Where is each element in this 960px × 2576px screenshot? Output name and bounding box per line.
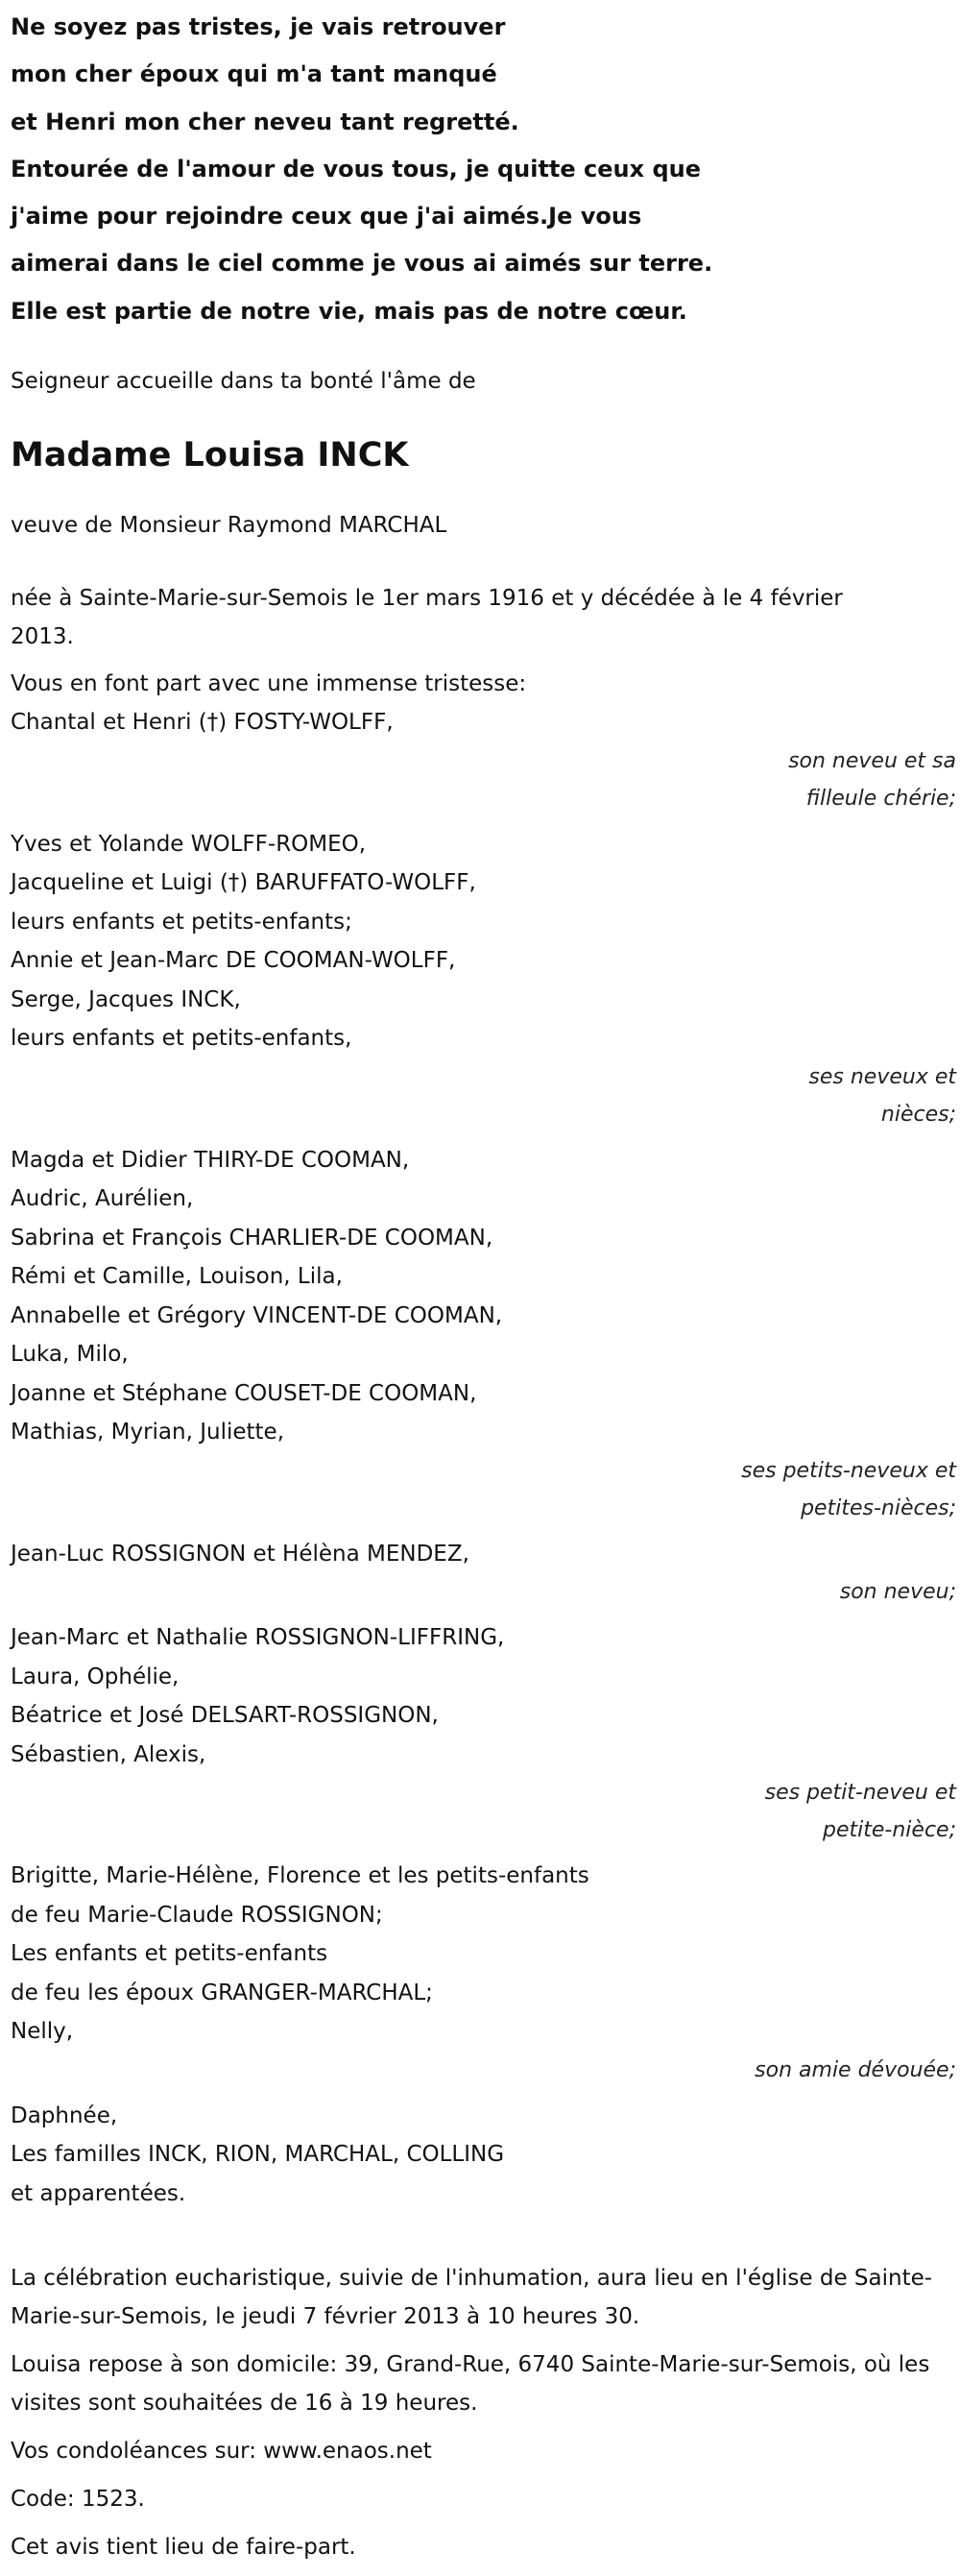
family-line: Laura, Ophélie, xyxy=(11,1664,180,1689)
poem-line: aimerai dans le ciel comme je vous ai aimés sur terre. xyxy=(11,250,713,278)
family-line: Jean-Luc ROSSIGNON et Hélèna MENDEZ, xyxy=(11,1541,469,1567)
family-group xyxy=(11,825,956,1058)
family-line: Jean-Marc et Nathalie ROSSIGNON-LIFFRING, xyxy=(11,1625,505,1651)
relation-line: ses petits-neveux et xyxy=(741,1458,956,1483)
poem-line: j'aime pour rejoindre ceux que j'ai aimés.Je vous xyxy=(11,203,642,231)
relation-label xyxy=(11,2052,956,2089)
obituary-notice xyxy=(11,0,956,2576)
relation-line: son amie dévouée; xyxy=(755,2057,956,2082)
repose-info: Louisa repose à son domicile: 39, Grand-Rue, 6740 Sainte-Marie-sur-Semois, où les visites sont souhaitées de 16 à 19 heures. xyxy=(11,2352,930,2417)
intro-prayer: Seigneur accueille dans ta bonté l'âme de xyxy=(11,369,476,395)
family-line: Magda et Didier THIRY-DE COOMAN, xyxy=(11,1147,410,1173)
family-group xyxy=(11,1535,956,1574)
family-group xyxy=(11,1857,956,2052)
closing-information xyxy=(11,2259,956,2566)
family-group xyxy=(11,1141,956,1452)
family-line: Sabrina et François CHARLIER-DE COOMAN, xyxy=(11,1225,493,1251)
family-line: Rémi et Camille, Louison, Lila, xyxy=(11,1264,343,1290)
relation-label xyxy=(11,1452,956,1527)
family-line: Audric, Aurélien, xyxy=(11,1186,194,1212)
family-line: Béatrice et José DELSART-ROSSIGNON, xyxy=(11,1703,439,1729)
family-line: Nelly, xyxy=(11,2019,74,2045)
relation-line: nièces; xyxy=(880,1102,956,1127)
relation-line: petites-nièces; xyxy=(801,1495,956,1520)
code-info: Code: 1523. xyxy=(11,2487,145,2513)
family-line: Joanne et Stéphane COUSET-DE COOMAN, xyxy=(11,1380,477,1406)
relation-label xyxy=(11,1573,956,1611)
poem-line: Ne soyez pas tristes, je vais retrouver xyxy=(11,13,506,40)
family-group xyxy=(11,1618,956,1774)
deceased-name: Madame Louisa INCK xyxy=(11,436,409,475)
family-line: Annabelle et Grégory VINCENT-DE COOMAN, xyxy=(11,1302,503,1328)
family-line: Luka, Milo, xyxy=(11,1342,129,1368)
family-line: Sébastien, Alexis, xyxy=(11,1741,206,1767)
family-line: Mathias, Myrian, Juliette, xyxy=(11,1420,285,1446)
family-line: et apparentées. xyxy=(11,2180,186,2206)
family-line: de feu les époux GRANGER-MARCHAL; xyxy=(11,1980,433,2005)
birth-death-info: née à Sainte-Marie-sur-Semois le 1er mars 1916 et y décédée à le 4 février 2013. xyxy=(11,586,843,650)
relation-label xyxy=(11,1058,956,1133)
announcement-lead: Vous en font part avec une immense tristesse: xyxy=(11,671,527,697)
family-group xyxy=(11,703,956,742)
family-group xyxy=(11,2097,956,2214)
condolences-info: Vos condoléances sur: www.enaos.net xyxy=(11,2439,432,2465)
family-line: leurs enfants et petits-enfants, xyxy=(11,1026,352,1052)
family-line: leurs enfants et petits-enfants; xyxy=(11,909,352,935)
relation-line: son neveu et sa xyxy=(788,748,956,773)
poem-line: mon cher époux qui m'a tant manqué xyxy=(11,61,497,88)
relation-label xyxy=(11,742,956,817)
relation-label xyxy=(11,1774,956,1849)
family-line: Daphnée, xyxy=(11,2102,118,2128)
relation-line: filleule chérie; xyxy=(805,786,956,811)
relation-line: ses petit-neveu et xyxy=(764,1781,956,1806)
relation-line: ses neveux et xyxy=(808,1064,956,1089)
family-line: Serge, Jacques INCK, xyxy=(11,986,241,1012)
family-line: de feu Marie-Claude ROSSIGNON; xyxy=(11,1902,383,1928)
relation-line: son neveu; xyxy=(839,1580,956,1605)
widow-of: veuve de Monsieur Raymond MARCHAL xyxy=(11,513,447,539)
poem-line: Entourée de l'amour de vous tous, je quitte ceux que xyxy=(11,155,702,182)
family-line: Les enfants et petits-enfants xyxy=(11,1941,328,1967)
ceremony-info: La célébration eucharistique, suivie de l'inhumation, aura lieu en l'église de Sainte-Marie-sur-Semois, le jeudi 7 février 2013 à 10 heures 30. xyxy=(11,2266,933,2330)
family-line: Chantal et Henri (†) FOSTY-WOLFF, xyxy=(11,710,394,736)
family-line: Les familles INCK, RION, MARCHAL, COLLING xyxy=(11,2142,505,2168)
farewell-poem xyxy=(11,4,956,335)
family-line: Annie et Jean-Marc DE COOMAN-WOLFF, xyxy=(11,948,456,974)
poem-line: et Henri mon cher neveu tant regretté. xyxy=(11,108,519,135)
poem-line: Elle est partie de notre vie, mais pas de notre cœur. xyxy=(11,297,687,325)
notice-info: Cet avis tient lieu de faire-part. xyxy=(11,2535,356,2561)
family-line: Brigitte, Marie-Hélène, Florence et les petits-enfants xyxy=(11,1863,589,1889)
family-line: Yves et Yolande WOLFF-ROMEO, xyxy=(11,831,367,857)
family-line: Jacqueline et Luigi (†) BARUFFATO-WOLFF, xyxy=(11,870,476,896)
relation-line: petite-nièce; xyxy=(823,1818,956,1843)
